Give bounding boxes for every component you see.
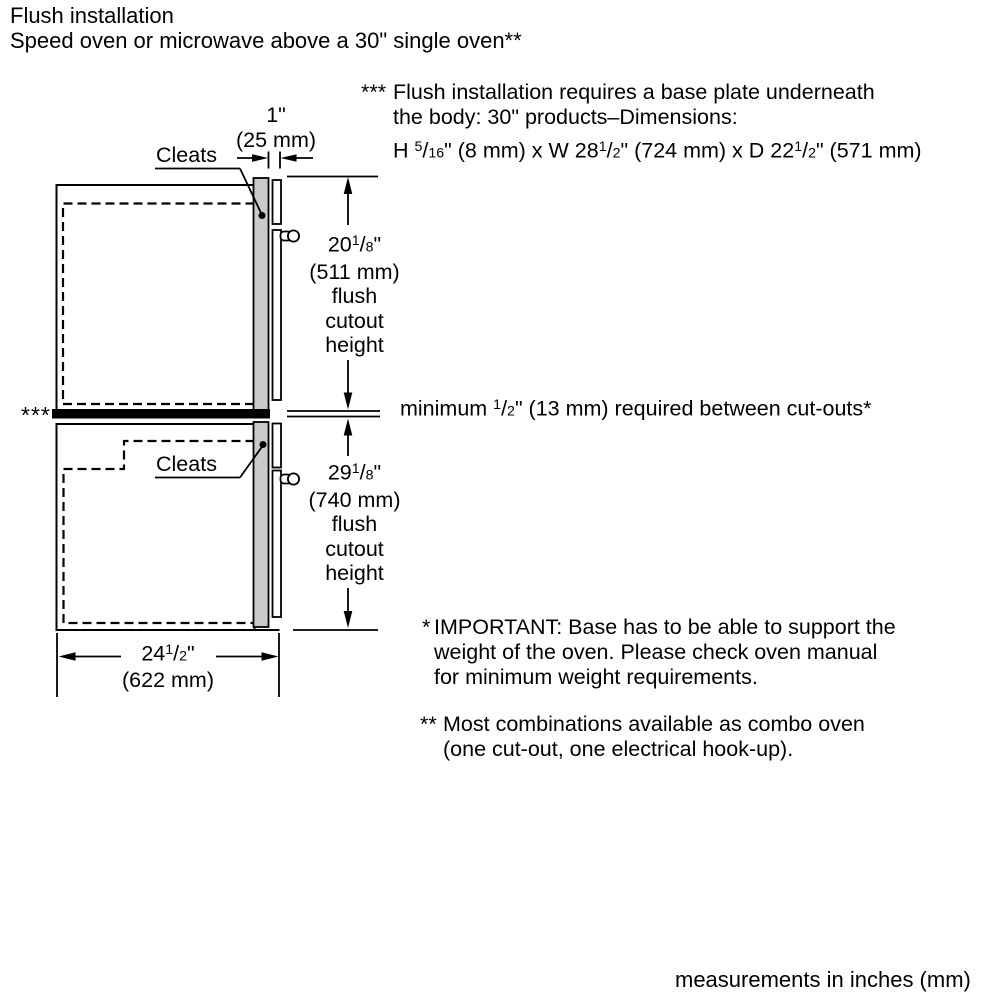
dim-lower-cutout-caption-1: flush [331, 512, 378, 537]
note-combo-text [443, 712, 865, 762]
upper-cabinet-outline [57, 185, 255, 410]
title-line-2: Speed oven or microwave above a 30" single oven** [10, 27, 522, 53]
dim-upper-cutout-mm: (511 mm) [309, 259, 400, 284]
note-min-gap: minimum $^1$/2" (13 mm) required between cut-outs* [400, 396, 872, 421]
note-base-plate-line-3: H $^5$/16" (8 mm) x W $28^1/2$" (724 mm) x D $22^1/2$" (571 mm) [393, 138, 922, 163]
dim-lower-cutout-label [293, 457, 416, 586]
dim-upper-cutout-caption-1: flush [331, 284, 378, 309]
note-combo [420, 712, 960, 762]
dim-lower-cutout-mm: (740 mm) [308, 487, 401, 512]
base-plate-marker: *** [21, 402, 51, 428]
upper-oven-flange-top [273, 180, 282, 224]
dim-upper-cutout-inches: $20^1/8$" [327, 232, 382, 257]
note-base-plate [361, 80, 997, 166]
units-note: measurements in inches (mm) [675, 967, 971, 992]
upper-cleats-leader [155, 169, 266, 220]
note-base-plate-line-2: the body: 30" products–Dimensions: [393, 105, 738, 129]
page-title [10, 4, 522, 53]
dim-lower-cutout-caption-2: cutout [325, 536, 384, 561]
dim-upper-cutout-caption-3: height [325, 333, 384, 358]
dim-lower-cutout-inches: $29^1/8$" [327, 460, 382, 485]
note-important-marker: * [422, 615, 431, 639]
dim-cleat-width-mm: (25 mm) [235, 127, 317, 152]
dim-cabinet-depth-inches: $24^1/2$" [141, 641, 195, 666]
note-base-plate-text [393, 80, 922, 166]
note-combo-line-2: (one cut-out, one electrical hook-up). [443, 737, 794, 761]
base-plate-bar [52, 409, 270, 419]
dim-lower-cutout-caption-3: height [325, 561, 384, 586]
title-line-1: Flush installation [10, 3, 174, 28]
note-important-text [434, 615, 896, 690]
cleats-label-top: Cleats [156, 143, 217, 167]
lower-oven-flange-top [273, 424, 282, 468]
dim-upper-cutout-label [293, 229, 416, 358]
note-important-line-2: weight of the oven. Please check oven manual [434, 640, 878, 664]
note-base-plate-line-1: Flush installation requires a base plate underneath [393, 80, 875, 104]
dim-cleat-width-inches: 1" [266, 103, 286, 127]
dim-cleat-width-label [230, 103, 322, 152]
lower-cleat-strip [254, 422, 269, 627]
note-important [422, 615, 962, 690]
min-gap-lines [287, 411, 380, 417]
note-combo-marker: ** [420, 712, 437, 736]
dim-cleat-width [237, 152, 313, 169]
note-important-line-1: IMPORTANT: Base has to be able to support the [434, 615, 896, 639]
dim-cabinet-depth-label [106, 638, 230, 692]
lower-oven-flange-main [273, 471, 282, 618]
note-base-plate-marker: *** [361, 80, 387, 104]
cleats-label-bottom: Cleats [156, 452, 217, 476]
note-combo-line-1: Most combinations available as combo oven [443, 712, 865, 736]
upper-oven-flange-main [273, 230, 282, 400]
dim-upper-cutout-caption-2: cutout [325, 308, 384, 333]
note-important-line-3: for minimum weight requirements. [434, 665, 758, 689]
upper-cutout-dashed [63, 204, 255, 405]
dim-cabinet-depth-mm: (622 mm) [122, 668, 214, 693]
